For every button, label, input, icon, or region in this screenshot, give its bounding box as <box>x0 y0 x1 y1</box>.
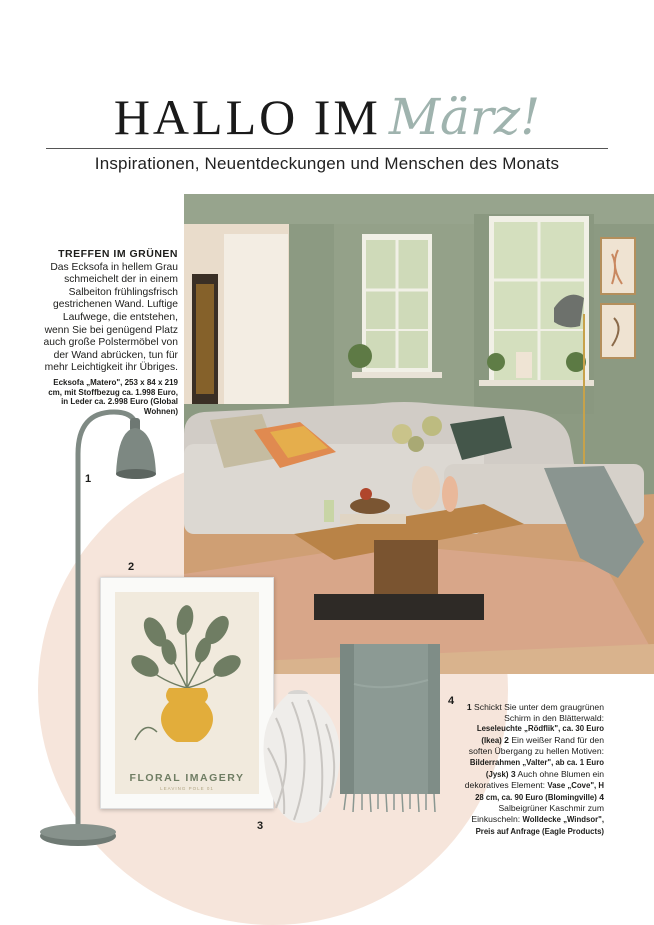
intro-product: Ecksofa „Matero", 253 x 84 x 219 cm, mit Stoffbezug ca. 1.998 Euro, in Leder ca. 2.998 Euro (Global Wohnen) <box>48 377 178 416</box>
blanket-image <box>336 644 450 814</box>
caption-1-text: Schickt Sie unter dem graugrünen Schirm in den Blätterwald: <box>471 702 604 723</box>
poster-subtitle: LEAVING POLE 01 <box>160 786 214 791</box>
title-rule <box>46 148 608 149</box>
product-number-1: 1 <box>85 473 92 485</box>
page-subtitle: Inspirationen, Neuentdeckungen und Menschen des Monats <box>94 154 560 173</box>
page-title <box>0 88 654 146</box>
product-number-4: 4 <box>448 695 455 707</box>
product-number-2: 2 <box>128 561 135 573</box>
caption-1-product: Leseleuchte „Rödflik", ca. 30 Euro (Ikea) <box>476 724 604 745</box>
caption-3-text: Auch ohne Blumen ein dekoratives Element: <box>464 768 604 791</box>
caption-3-number: 3 <box>508 768 516 779</box>
intro-heading: TREFFEN IM GRÜNEN <box>58 248 178 260</box>
caption-3-product: Vase „Cove", H 28 cm, ca. 90 Euro (Blomingville) <box>475 781 604 802</box>
intro-block <box>40 248 178 416</box>
caption-2-text: Ein weißer Rand für den soften Übergang zu hellen Motiven: <box>468 734 604 757</box>
caption-2-product: Bilderrahmen „Valter", ab ca. 1 Euro (Jysk) <box>469 757 604 779</box>
caption-4-number: 4 <box>596 791 604 802</box>
title-main: HALLO IM <box>113 89 381 145</box>
caption-1-number: 1 <box>466 702 472 712</box>
caption-2-number: 2 <box>501 734 509 745</box>
product-number-3: 3 <box>257 820 264 832</box>
poster-title: FLORAL IMAGERY <box>129 772 245 784</box>
intro-body: Das Ecksofa in hellem Grau schmeichelt der in einem Salbeiton frühlingsfrisch gestrichenen Wand. Luftige Laufwege, die entstehen, wenn Sie bei genügend Platz auch große Polstermöbel von der Wand abrücken, tun für mehr Leichtigkeit ihr Übriges. <box>43 261 178 374</box>
floral-poster <box>115 592 259 794</box>
product-captions <box>458 702 604 837</box>
caption-4-text: Salbeigrüner Kaschmir zum Einkuscheln: <box>471 803 604 824</box>
title-script: März! <box>388 88 541 146</box>
caption-4-product: Wolldecke „Windsor", Preis auf Anfrage (Eagle Products) <box>475 814 604 836</box>
